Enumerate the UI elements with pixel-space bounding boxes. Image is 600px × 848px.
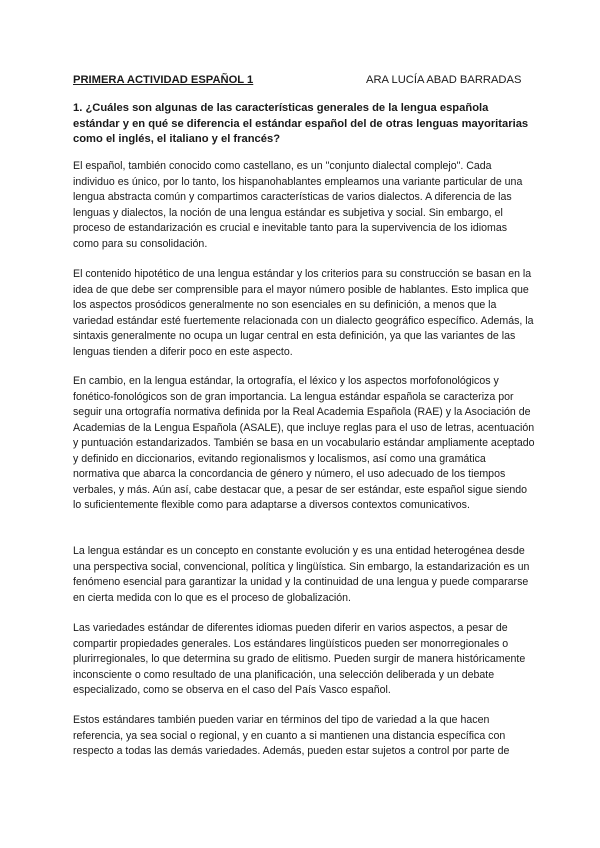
document-header [73,72,525,88]
paragraph: Estos estándares también pueden variar en términos del tipo de variedad a la que hacen referencia, ya sea social o regional, y en cuanto a si mantienen una distancia específica con respecto a todas las demás variedades. Además, pueden estar sujetos a control por parte de [73,714,510,758]
paragraph: El español, también conocido como castellano, es un "conjunto dialectal complejo". Cada individuo es único, por lo tanto, los hispanohablantes empleamos una variante particular de una lengua abstracta común y compartimos características de varios dialectos. A diferencia de las lenguas y dialectos, la noción de una lengua estándar es subjetiva y social. Sin embargo, el proceso de estandarización es crucial e inevitable tanto para la supervivencia de los idiomas como para su consolidación. [73,160,523,250]
paragraph: El contenido hipotético de una lengua estándar y los criterios para su construcción se basan en la idea de que debe ser comprensible para el mayor número posible de hablantes. Esto implica que los aspectos prosódicos generalmente no son esenciales en su definición, a menos que la variedad estándar esté fuertemente relacionada con un dialecto geográfico específico. Además, la sintaxis generalmente no ocupa un lugar central en esta definición, ya que las variantes de las lenguas tienden a diferir poco en este aspecto. [73,268,534,358]
paragraph: En cambio, en la lengua estándar, la ortografía, el léxico y los aspectos morfofonológicos y fonético-fonológicos son de gran importancia. La lengua estándar española se caracteriza por seguir una ortografía normativa definida por la Real Academia Española (RAE) y la Asociación de Academias de la Lengua Española (ASALE), que incluye reglas para el uso de letras, acentuación y puntuación estandarizados. También se basa en un vocabulario estándar ampliamente aceptado y definido en diccionarios, evitando regionalismos y localismos, así como una gramática normativa que abarca la concordancia de género y número, el uso adecuado de los tiempos verbales, y más. Aún así, cabe destacar que, a pesar de ser estándar, este español sigue siendo lo suficientemente flexible como para adaptarse a diversos contextos comunicativos. [73,375,535,512]
paragraph: La lengua estándar es un concepto en constante evolución y es una entidad heterogénea desde una perspectiva social, convencional, política y lingüística. Sin embargo, la estandarización es un fenómeno esencial para garantizar la unidad y la continuidad de una lengua y puede compararse en cierta medida con lo que es el proceso de globalización. [73,545,530,604]
author-name: ARA LUCÍA ABAD BARRADAS [366,74,522,86]
question-heading: 1. ¿Cuáles son algunas de las características generales de la lengua española estándar y en qué se diferencia el estándar español del de otras lenguas mayoritarias como el inglés, el italiano y el francés? [73,102,529,146]
document-title: PRIMERA ACTIVIDAD ESPAÑOL 1 [73,74,254,86]
paragraph: Las variedades estándar de diferentes idiomas pueden diferir en varios aspectos, a pesar de compartir propiedades generales. Los estándares lingüísticos pueden ser monorregionales o plurirregionales, lo que determina su grado de elitismo. Pueden surgir de manera históricamente inconsciente o como resultado de una planificación, una selección deliberada y un debate especializado, como se observa en el caso del País Vasco español. [73,622,526,697]
